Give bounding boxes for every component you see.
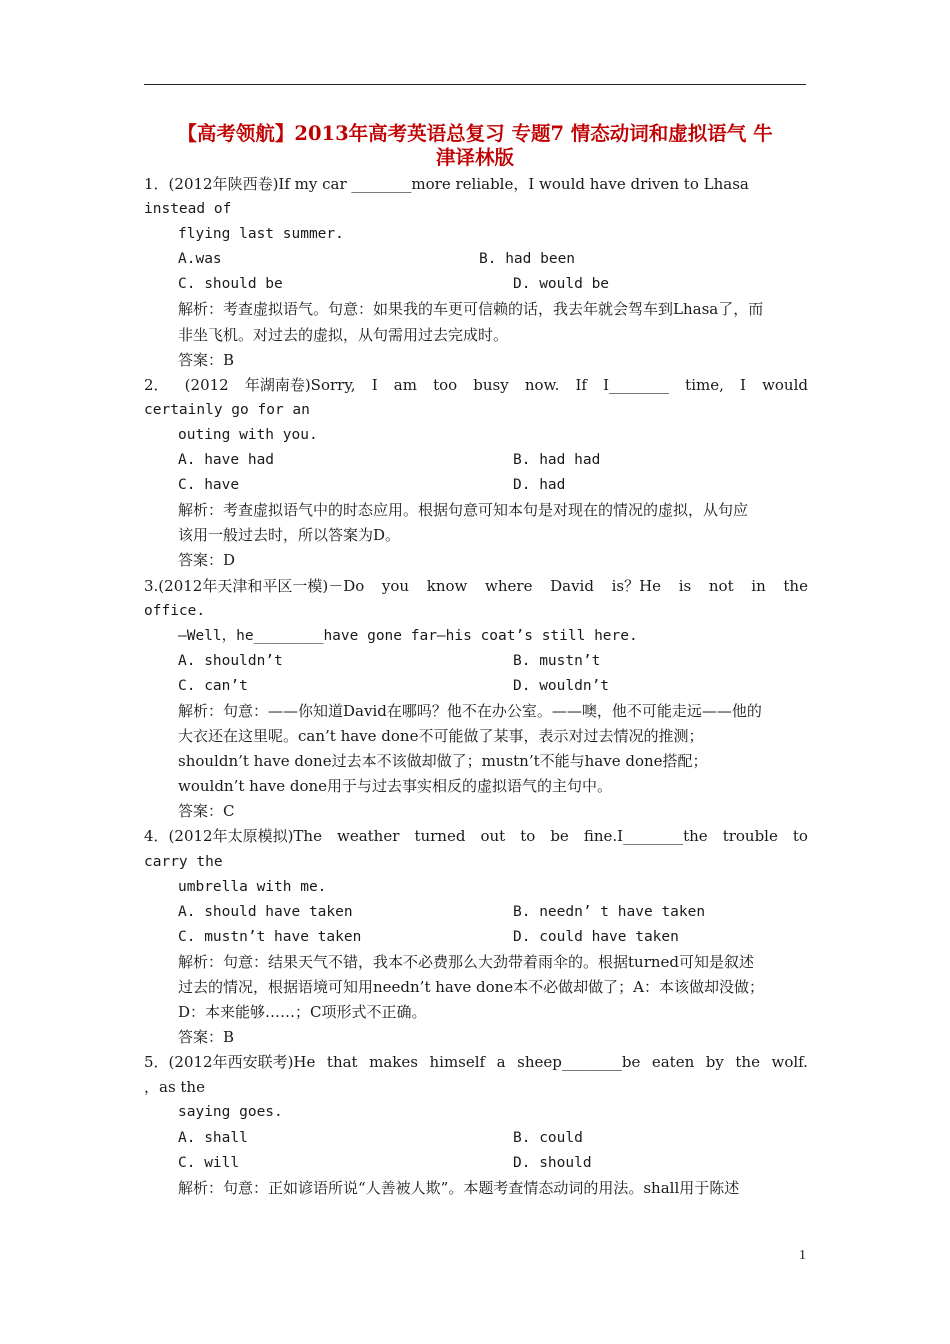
q2-word: (2012: [184, 375, 229, 394]
q3-stem-line3: —Well，he________have gone far—his coat’s still here.: [178, 627, 638, 644]
q3-option-b: B. mustn’t: [513, 652, 601, 669]
q4-explanation-line3: D：本来能够……；C项形式不正确。: [178, 1003, 427, 1022]
q3-word: where: [485, 576, 533, 595]
title-line-2: 津译林版: [435, 146, 514, 169]
q4-word: out: [480, 827, 506, 846]
q4-word: trouble: [722, 827, 778, 846]
q4-option-d: D. could have taken: [513, 928, 679, 945]
page-number: 1: [799, 1248, 806, 1263]
q1-option-c: C. should be: [178, 276, 283, 293]
q4-option-a: A. should have taken: [178, 903, 353, 920]
q5-options-cd: [144, 1151, 808, 1176]
q3-word: 3.(2012年天津和平区一模)－Do: [144, 576, 365, 595]
q5-word: the: [735, 1053, 760, 1072]
q5-word: eaten: [651, 1053, 695, 1072]
q3-option-c: C. can’t: [178, 677, 248, 694]
q2-option-b: B. had had: [513, 452, 601, 469]
q4-word: to: [792, 827, 808, 846]
q2-word: I: [740, 375, 746, 394]
q1-option-d: D. would be: [513, 276, 610, 293]
q1-answer: 答案：B: [178, 350, 235, 369]
q3-option-d: D. wouldn’t: [513, 677, 610, 694]
q4-explanation-line2: 过去的情况，根据语境可知用needn’t have done本不必做却做了；A：本该做却没做；: [178, 978, 764, 996]
q4-word: to: [520, 827, 536, 846]
q3-word: David: [550, 576, 594, 595]
q2-word: 年湖南卷)Sorry,: [244, 375, 356, 394]
q5-word: a: [496, 1053, 506, 1072]
q2-option-d: D. had: [513, 477, 566, 494]
q5-stem-line1: [144, 1050, 808, 1075]
q1-stem-line2: instead of: [144, 201, 232, 218]
q2-word: I: [371, 375, 378, 394]
q4-options-cd: [144, 925, 808, 950]
q3-stem-line1: [144, 574, 808, 599]
q3-word: know: [426, 576, 468, 595]
q3-word: the: [783, 576, 808, 595]
q5-options-ab: [144, 1126, 808, 1151]
q3-option-a: A. shouldn’t: [178, 652, 283, 669]
q1-stem-line3: flying last summer.: [178, 226, 344, 243]
document-body: [144, 172, 808, 1201]
q4-word: fine.I________the: [583, 827, 708, 846]
document-title: [144, 122, 806, 170]
q2-word: If: [575, 375, 587, 394]
title-line-1: 【高考领航】2013年高考英语总复习 专题7 情态动词和虚拟语气 牛: [177, 122, 773, 145]
q3-answer: 答案：C: [178, 802, 235, 821]
q1-option-b: B. had been: [479, 251, 576, 268]
q4-explanation-line1: 解析：句意：结果天气不错，我本不必费那么大劲带着雨伞的。根据turned可知是叙述: [178, 952, 755, 971]
q2-option-c: C. have: [178, 477, 240, 494]
q2-word: busy: [473, 375, 509, 394]
q2-stem-line2: certainly go for an: [144, 401, 310, 418]
q4-word: be: [550, 827, 569, 846]
q5-option-c: C. will: [178, 1154, 240, 1171]
q5-explanation-line1: 解析：句意：正如谚语所说“人善被人欺”。本题考查情态动词的用法。shall用于陈述: [178, 1178, 740, 1197]
q2-explanation-line2: 该用一般过去时，所以答案为D。: [178, 526, 401, 545]
q4-word: turned: [414, 827, 466, 846]
q1-explanation-line1: 解析：考查虚拟语气。句意：如果我的车更可信赖的话，我去年就会驾车到Lhasa了，而: [178, 300, 764, 319]
q2-word: would: [762, 375, 808, 394]
q2-word: too: [433, 375, 458, 394]
q4-options-ab: [144, 900, 808, 925]
q5-stem-line2: ，as the: [144, 1078, 205, 1097]
q5-word: wolf.: [771, 1053, 808, 1072]
q3-word: you: [381, 576, 410, 595]
q5-word: himself: [429, 1053, 486, 1072]
q2-word: am: [393, 375, 417, 394]
q1-stem-line1: 1．(2012年陕西卷)If my car ________more reliable，I would have driven to Lhasa: [144, 175, 749, 193]
q2-word: I________: [603, 375, 670, 394]
q4-option-c: C. mustn’t have taken: [178, 928, 362, 945]
q4-stem-line1: [144, 824, 808, 849]
q2-word: 2．: [144, 375, 169, 394]
q5-stem-line3: saying goes.: [178, 1104, 283, 1121]
q4-word: weather: [337, 827, 400, 846]
q3-explanation-line1: 解析：句意：——你知道David在哪吗？他不在办公室。——噢，他不可能走远——他的: [178, 701, 762, 720]
q2-stem-line3: outing with you.: [178, 426, 318, 443]
q2-options-ab: [144, 448, 808, 473]
q3-stem-line2: office.: [144, 602, 206, 619]
q3-options-cd: [144, 674, 808, 699]
header-rule: [144, 84, 806, 85]
q2-options-cd: [144, 473, 808, 498]
q1-explanation-line2: 非坐飞机。对过去的虚拟，从句需用过去完成时。: [178, 325, 509, 344]
q5-word: sheep________be: [517, 1053, 641, 1072]
q3-word: not: [708, 576, 734, 595]
q4-stem-line3: umbrella with me.: [178, 878, 327, 895]
q3-word: is: [678, 576, 692, 595]
q1-options-cd: [144, 272, 808, 297]
q5-option-d: D. should: [513, 1154, 592, 1171]
q5-word: that: [326, 1053, 358, 1072]
q1-option-a: A.was: [178, 251, 222, 268]
q5-option-a: A. shall: [178, 1129, 248, 1146]
q4-option-b: B. needn’ t have taken: [513, 903, 706, 920]
q2-answer: 答案：D: [178, 551, 236, 570]
q4-word: 4．(2012年太原模拟)The: [144, 827, 322, 846]
q5-word: 5．(2012年西安联考)He: [144, 1053, 316, 1072]
q2-word: time,: [685, 375, 724, 394]
q5-option-b: B. could: [513, 1129, 583, 1146]
q3-options-ab: [144, 649, 808, 674]
q2-word: now.: [524, 375, 560, 394]
q3-word: is？He: [611, 576, 662, 595]
q3-explanation-line4: wouldn’t have done用于与过去事实相反的虚拟语气的主句中。: [178, 777, 613, 796]
q4-stem-line2: carry the: [144, 853, 223, 870]
q3-explanation-line2: 大衣还在这里呢。can’t have done不可能做了某事，表示对过去情况的推测；: [178, 727, 704, 746]
q5-word: makes: [369, 1053, 418, 1072]
q3-word: in: [751, 576, 766, 595]
q2-option-a: A. have had: [178, 452, 275, 469]
q3-explanation-line3: shouldn’t have done过去本不该做却做了；mustn’t不能与have done搭配；: [178, 752, 708, 771]
q2-explanation-line1: 解析：考查虚拟语气中的时态应用。根据句意可知本句是对现在的情况的虚拟，从句应: [178, 501, 749, 520]
q1-options-ab: [144, 247, 808, 272]
q2-stem-line1: [144, 373, 808, 398]
q4-answer: 答案：B: [178, 1028, 235, 1047]
q5-word: by: [705, 1053, 724, 1072]
